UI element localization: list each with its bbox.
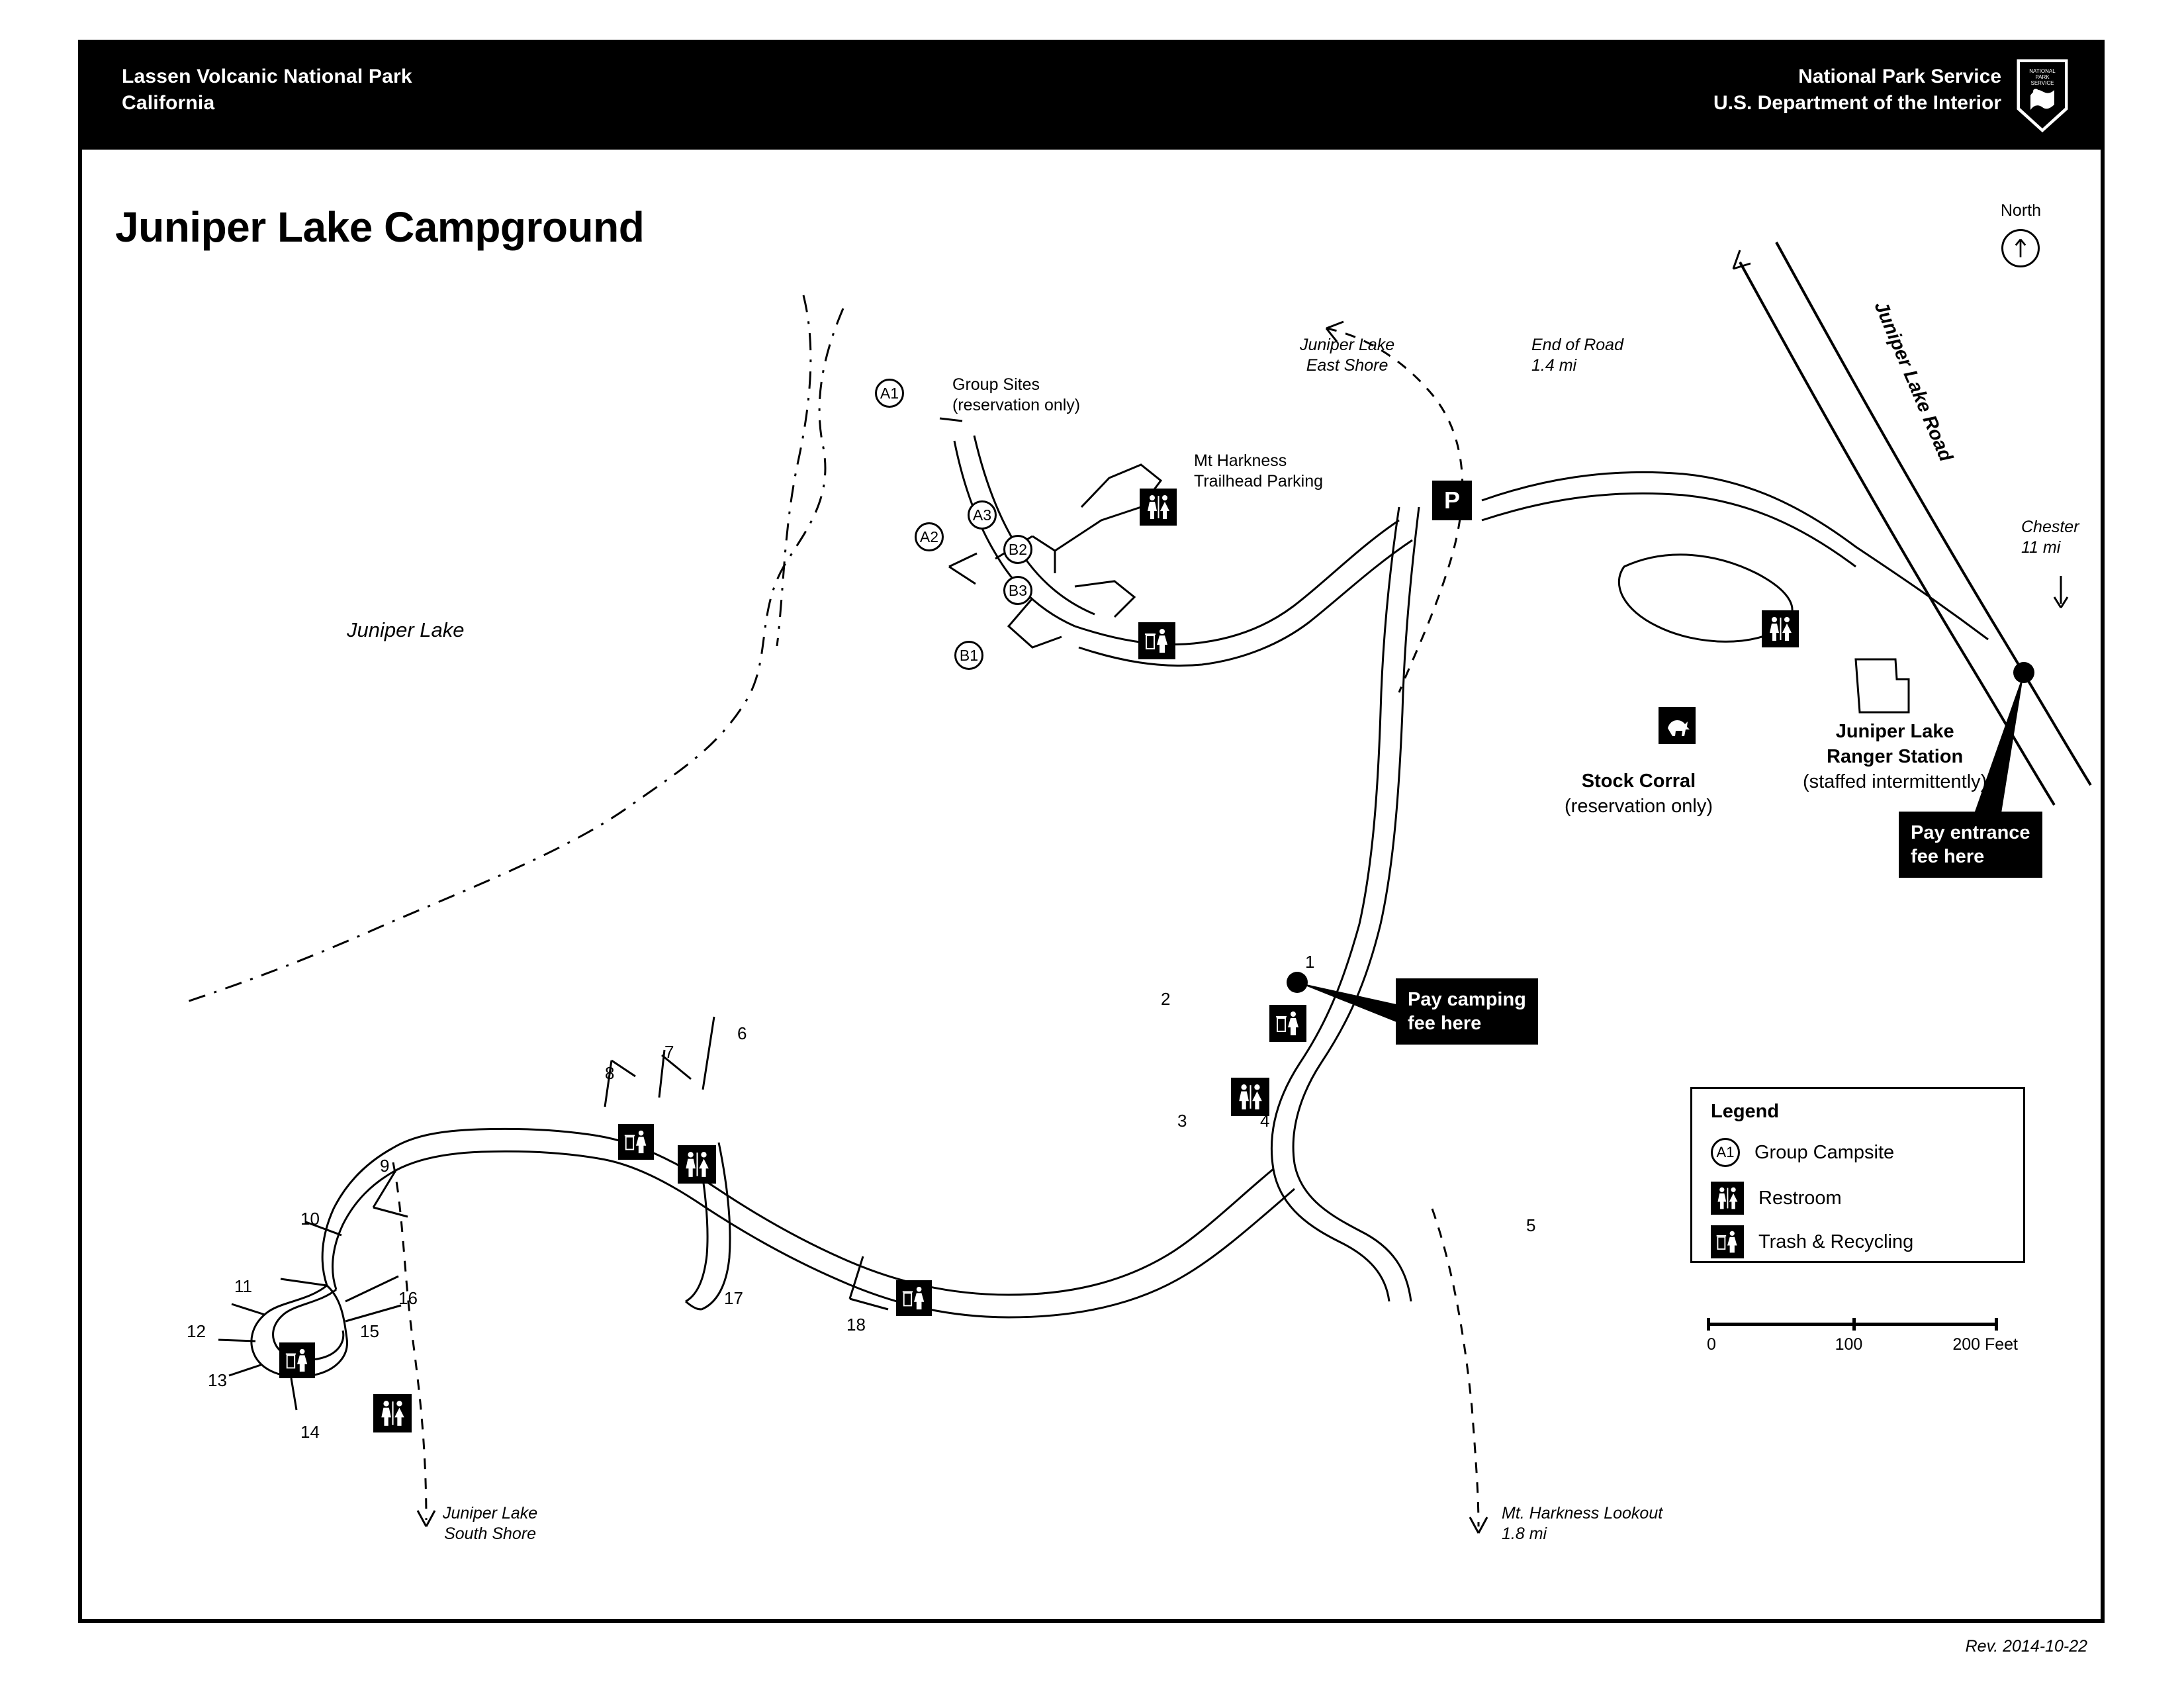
legend-row-group-campsite — [1711, 1138, 1894, 1167]
north-label: North — [2000, 201, 2041, 220]
campsite-8[interactable]: 8 — [605, 1063, 615, 1083]
campsite-9[interactable]: 9 — [380, 1156, 390, 1176]
legend-row-restroom — [1711, 1182, 1842, 1215]
scale-bar-graphic — [1707, 1318, 1998, 1330]
page-title: Juniper Lake Campground — [115, 203, 645, 251]
scale-tick-0: 0 — [1707, 1335, 1716, 1354]
group-site-a3[interactable]: A3 — [968, 500, 997, 530]
parking-icon: P — [1432, 481, 1472, 520]
campsite-5[interactable]: 5 — [1526, 1215, 1536, 1235]
svg-text:NATIONAL: NATIONAL — [2029, 68, 2056, 74]
restroom-icon-site14 — [373, 1394, 412, 1432]
restroom-icon — [1140, 489, 1177, 526]
map-graphics — [82, 44, 2109, 1627]
campsite-11[interactable]: 11 — [234, 1276, 252, 1296]
map-frame — [78, 40, 2105, 1656]
pay-entrance-fee-callout: Pay entrance fee here — [1899, 812, 2042, 878]
east-shore-label: Juniper Lake East Shore — [1300, 336, 1395, 375]
stock-corral-label: Stock Corral (reservation only) — [1565, 771, 1713, 817]
trash-recycling-icon-legend — [1711, 1225, 1744, 1258]
group-sites-label: Group Sites (reservation only) — [952, 375, 1081, 414]
trash-recycling-icon-site15 — [279, 1342, 315, 1378]
group-site-b2[interactable]: B2 — [1003, 535, 1032, 564]
trash-recycling-icon-site7 — [618, 1124, 654, 1160]
group-campsite-icon: A1 — [1711, 1138, 1740, 1167]
campsite-4[interactable]: 4 — [1260, 1111, 1270, 1131]
end-of-road-label: End of Road 1.4 mi — [1531, 336, 1623, 375]
chester-arrow-icon — [2048, 573, 2074, 613]
trash-recycling-icon — [1138, 622, 1175, 659]
agency-name: National Park Service — [1798, 66, 2001, 87]
scale-bar — [1707, 1318, 2018, 1358]
campsite-17[interactable]: 17 — [724, 1288, 743, 1308]
campsite-2[interactable]: 2 — [1161, 989, 1171, 1009]
legend-label-restroom: Restroom — [1758, 1187, 1842, 1209]
campsite-3[interactable]: 3 — [1177, 1111, 1187, 1131]
legend-label-group-campsite: Group Campsite — [1754, 1141, 1895, 1163]
scale-tick-200: 200 Feet — [1952, 1335, 2018, 1354]
pay-camping-fee-callout: Pay camping fee here — [1396, 978, 1538, 1045]
campsite-6[interactable]: 6 — [737, 1023, 747, 1043]
lake-label: Juniper Lake — [347, 618, 465, 641]
svg-text:PARK: PARK — [2035, 74, 2050, 80]
group-site-b3[interactable]: B3 — [1003, 576, 1032, 605]
group-site-a2[interactable]: A2 — [915, 522, 944, 551]
legend-row-trash-recycling — [1711, 1225, 1913, 1258]
stock-corral-icon — [1659, 707, 1696, 744]
restroom-icon-legend — [1711, 1182, 1744, 1215]
south-shore-label: Juniper Lake South Shore — [443, 1504, 538, 1543]
scale-bar-labels — [1707, 1335, 2018, 1358]
juniper-lake-road-label: Juniper Lake Road — [1870, 298, 1957, 465]
mt-harkness-trailhead-label: Mt Harkness Trailhead Parking — [1194, 451, 1324, 491]
park-name: Lassen Volcanic National Park — [122, 66, 412, 87]
trash-recycling-icon-site18 — [896, 1280, 932, 1316]
campsite-12[interactable]: 12 — [187, 1321, 206, 1341]
restroom-icon-ranger — [1762, 610, 1799, 647]
campsite-10[interactable]: 10 — [300, 1209, 320, 1229]
chester-distance-label: Chester 11 mi — [2021, 518, 2079, 557]
campsite-1[interactable]: 1 — [1305, 952, 1315, 972]
agency-department: U.S. Department of the Interior — [1713, 92, 2001, 114]
restroom-icon-site17 — [678, 1145, 716, 1184]
campsite-18[interactable]: 18 — [846, 1315, 866, 1335]
park-state: California — [122, 92, 215, 114]
group-site-a1[interactable]: A1 — [875, 379, 904, 408]
legend — [1690, 1087, 2025, 1263]
group-site-b1[interactable]: B1 — [954, 641, 983, 670]
ranger-station-label: Juniper Lake Ranger Station (staffed intermittently) — [1803, 721, 1987, 792]
revision-date: Rev. 2014-10-22 — [1965, 1637, 2087, 1656]
svg-text:SERVICE: SERVICE — [2030, 80, 2054, 86]
mt-harkness-lookout-label: Mt. Harkness Lookout 1.8 mi — [1502, 1504, 1663, 1543]
campsite-13[interactable]: 13 — [208, 1370, 227, 1390]
legend-title: Legend — [1711, 1101, 1780, 1122]
scale-tick-100: 100 — [1835, 1335, 1863, 1354]
trash-recycling-icon-site2 — [1269, 1005, 1306, 1042]
campsite-14[interactable]: 14 — [300, 1422, 320, 1442]
campsite-15[interactable]: 15 — [360, 1321, 379, 1341]
campsite-16[interactable]: 16 — [398, 1288, 418, 1308]
campsite-7[interactable]: 7 — [664, 1042, 674, 1062]
legend-label-trash-recycling: Trash & Recycling — [1758, 1231, 1914, 1252]
